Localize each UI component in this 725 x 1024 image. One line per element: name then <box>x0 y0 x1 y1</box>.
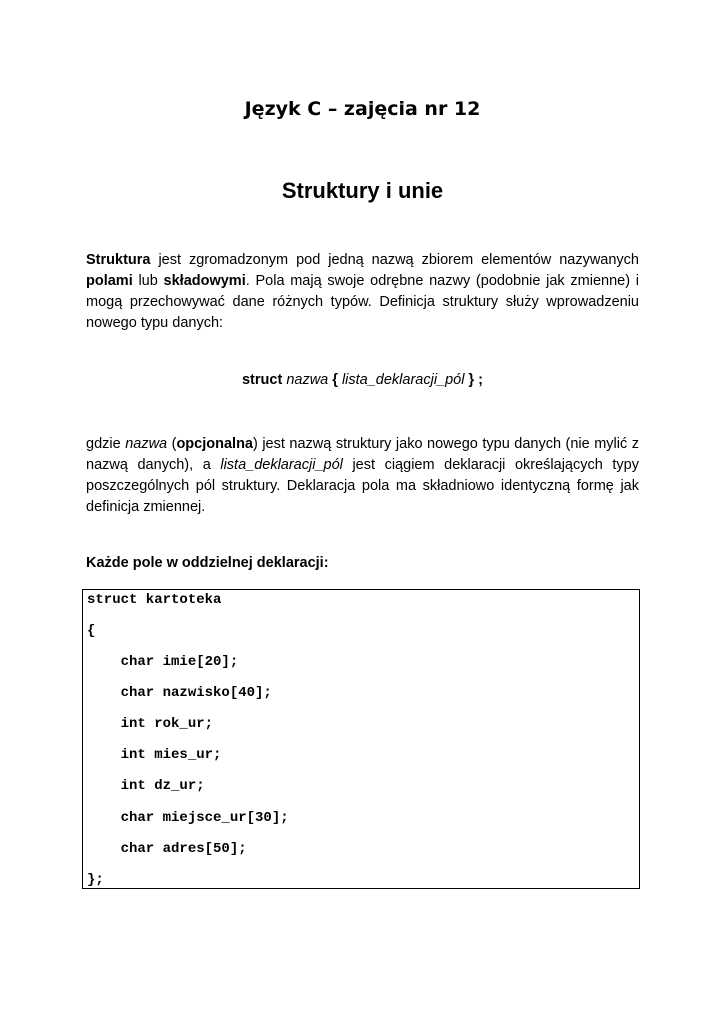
term-lista: lista_deklaracji_pól <box>220 457 343 473</box>
code-line: int mies_ur; <box>87 747 222 763</box>
term-struktura: Struktura <box>86 252 151 268</box>
text-span: ( <box>167 436 177 452</box>
text-span: gdzie <box>86 436 126 452</box>
code-line: int dz_ur; <box>87 778 205 794</box>
term-polami: polami <box>86 273 133 289</box>
code-line: { <box>87 623 96 639</box>
code-line: char adres[50]; <box>87 841 247 857</box>
subsection-heading: Każde pole w oddzielnej deklaracji: <box>86 555 329 571</box>
code-line: struct kartoteka <box>87 592 222 608</box>
formula-keyword: struct <box>241 372 283 388</box>
text-span: jest zgromadzonym pod jedną nazwą zbiorem elementów nazywanych <box>150 252 639 268</box>
formula-list: lista_deklaracji_pól <box>341 372 465 388</box>
syntax-formula <box>0 372 725 388</box>
formula-close: } ; <box>468 372 483 388</box>
term-opcjonalna: opcjonalna <box>176 436 253 452</box>
code-line: char miejsce_ur[30]; <box>87 810 289 826</box>
intro-paragraph <box>86 250 639 334</box>
text-span: jest ciągiem deklaracji określających typy poszczególnych pól struktury. Deklaracja pola ma składniowo identyczną formę jak definicja zmiennej. <box>86 457 639 515</box>
text-span: lub <box>132 273 164 289</box>
explanation-paragraph <box>86 434 639 518</box>
code-line: char imie[20]; <box>87 654 239 670</box>
term-skladowymi: składowymi <box>163 273 246 289</box>
section-title: Struktury i unie <box>281 178 444 203</box>
code-line: }; <box>87 872 104 888</box>
formula-open-brace: { <box>332 372 338 388</box>
code-line: int rok_ur; <box>87 716 214 732</box>
formula-name: nazwa <box>286 372 329 388</box>
code-line: char nazwisko[40]; <box>87 685 272 701</box>
page-title: Język C – zajęcia nr 12 <box>244 98 481 120</box>
text-span: ) jest nazwą struktury jako nowego typu danych (nie mylić z nazwą danych), a <box>86 436 639 473</box>
text-span: . Pola mają swoje odrębne nazwy (podobnie jak zmienne) i mogą przechowywać dane różnych typów. Definicja struktury służy wprowadzeniu nowego typu danych: <box>86 273 639 331</box>
term-nazwa: nazwa <box>125 436 168 452</box>
code-block <box>82 589 640 889</box>
